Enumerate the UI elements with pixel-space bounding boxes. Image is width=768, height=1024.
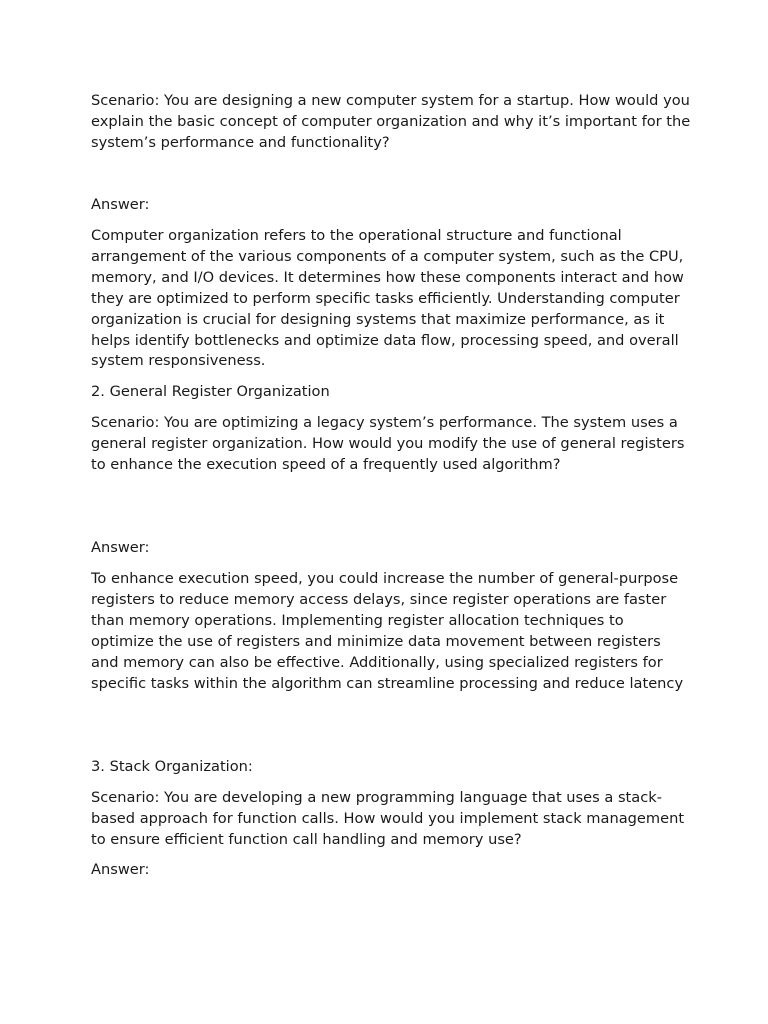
scenario-question-3: Scenario: You are developing a new programming language that uses a stack-based approach for function calls. How would you implement stack management to ensure efficient function call handling and memory use?: [91, 789, 685, 848]
answer-text-2: To enhance execution speed, you could increase the number of general-purpose registers to reduce memory access delays, since register operations are faster than memory operations. Implementing register allocation techniques to optimize the use of registers and minimize data movement between registers and memory can also be effective. Additionally, using specialized registers for specific tasks within the algorithm can streamline processing and reduce latency: [91, 570, 684, 692]
answer-text-1: Computer organization refers to the operational structure and functional arrangement of the various components of a computer system, such as the CPU, memory, and I/O devices. It determines how these components interact and how they are optimized to perform specific tasks efficiently. Understanding computer organization is crucial for designing systems that maximize performance, as it helps identify bottlenecks and optimize data flow, processing speed, and overall system responsiveness.: [91, 227, 684, 370]
answer-label-3: Answer:: [91, 861, 150, 878]
answer-label-1: Answer:: [91, 196, 150, 213]
section-heading-2: 2. General Register Organization: [91, 383, 330, 400]
scenario-question-1: Scenario: You are designing a new computer system for a startup. How would you explain the basic concept of computer organization and why it’s important for the system’s performance and functionality?: [91, 92, 691, 151]
scenario-question-2: Scenario: You are optimizing a legacy system’s performance. The system uses a general register organization. How would you modify the use of general registers to enhance the execution speed of a frequently used algorithm?: [91, 414, 685, 473]
answer-label-2: Answer:: [91, 539, 150, 556]
section-heading-3: 3. Stack Organization:: [91, 758, 253, 775]
